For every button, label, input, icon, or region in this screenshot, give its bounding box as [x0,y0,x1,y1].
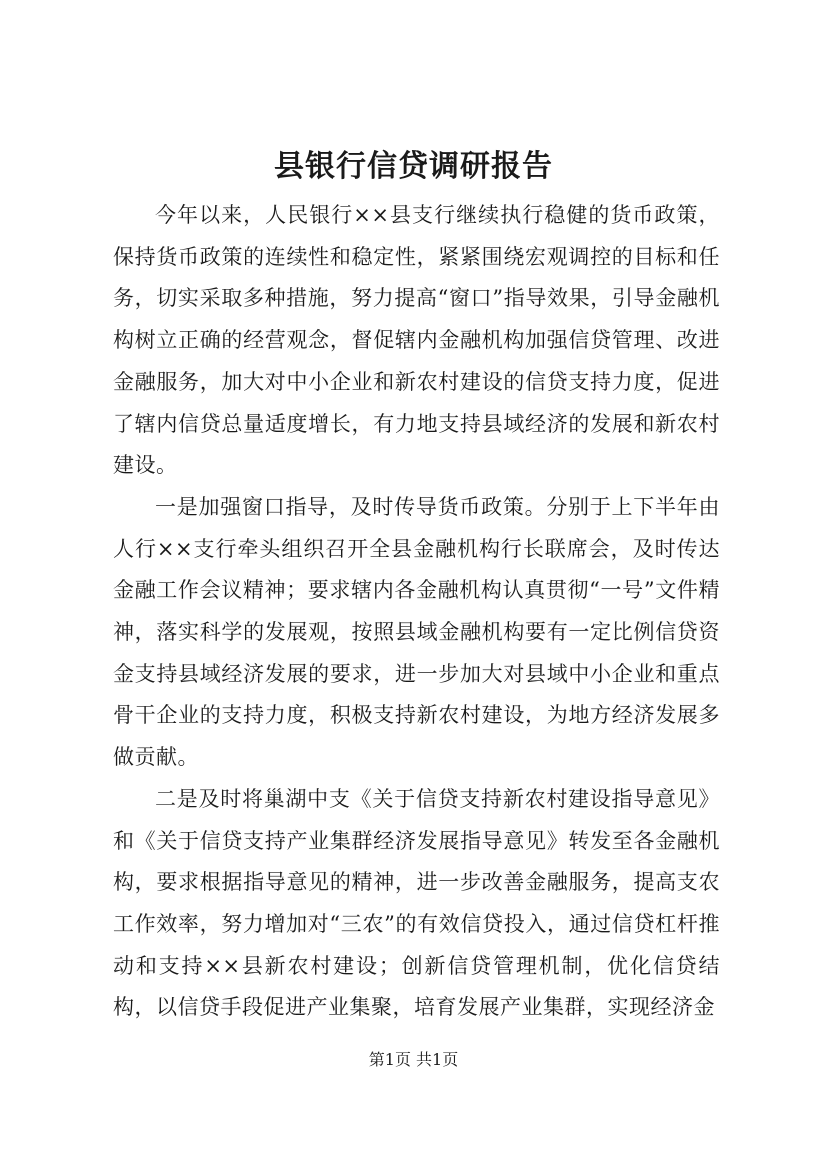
document-title: 县银行信贷调研报告 [274,149,553,184]
page-footer: 第1页 共1页 [368,1050,459,1069]
paragraph-point-two: 二是及时将巢湖中支《关于信贷支持新农村建设指导意见》和《关于信贷支持产业集群经济发展指导意见》转发至各金融机构，要求根据指导意见的精神，进一步改善金融服务，提高支农工作效率，努力增加对“三农”的有效信贷投入，通过信贷杠杆推动和支持××县新农村建设；创新信贷管理机制，优化信贷结构，以信贷手段促进产业集聚，培育发展产业集群，实现经济金 [113,786,720,1020]
paragraph-intro: 今年以来，人民银行××县支行继续执行稳健的货币政策，保持货币政策的连续性和稳定性，紧紧围绕宏观调控的目标和任务，切实采取多种措施，努力提高“窗口”指导效果，引导金融机构树立正确的经营观念，督促辖内金融机构加强信贷管理、改进金融服务，加大对中小企业和新农村建设的信贷支持力度，促进了辖内信贷总量适度增长，有力地支持县域经济的发展和新农村建设。 [113,203,720,478]
document-body [113,195,720,1029]
paragraph-point-one: 一是加强窗口指导，及时传导货币政策。分别于上下半年由人行××支行牵头组织召开全县金融机构行长联席会，及时传达金融工作会议精神；要求辖内各金融机构认真贯彻“一号”文件精神，落实科学的发展观，按照县域金融机构要有一定比例信贷资金支持县域经济发展的要求，进一步加大对县域中小企业和重点骨干企业的支持力度，积极支持新农村建设，为地方经济发展多做贡献。 [113,494,720,770]
